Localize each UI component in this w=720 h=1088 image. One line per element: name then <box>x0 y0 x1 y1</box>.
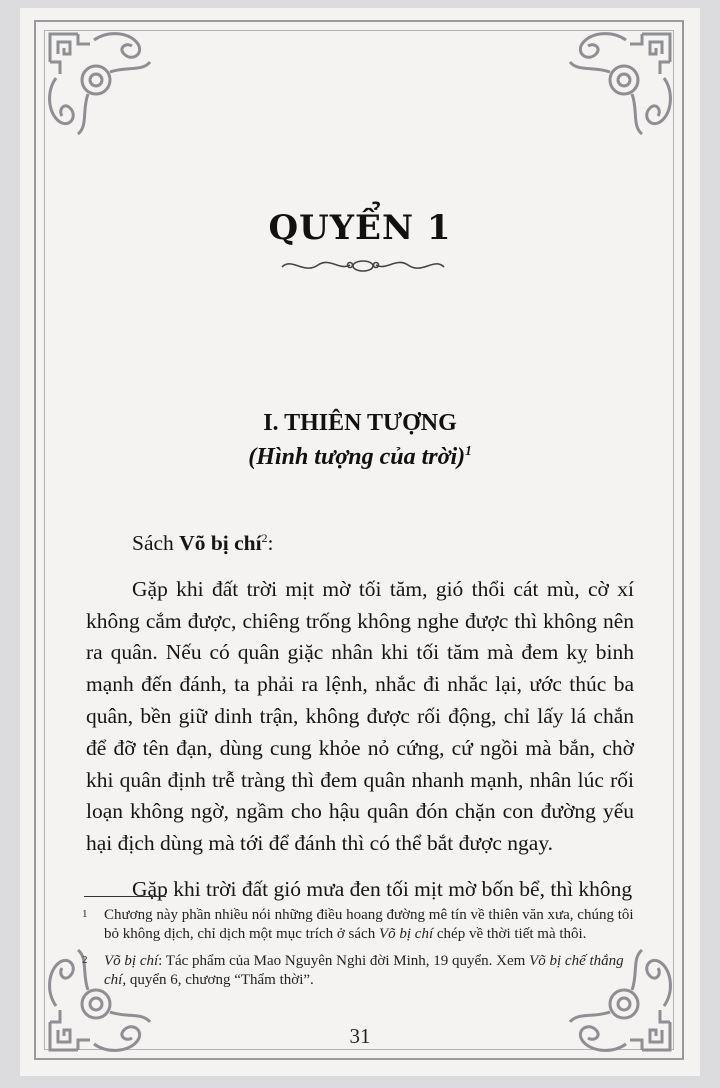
section-title: I. THIÊN TƯỢNG <box>263 410 457 436</box>
footnote-divider <box>84 896 166 897</box>
title-flourish-ornament <box>278 253 448 279</box>
paragraph: Gặp khi trời đất gió mưa đen tối mịt mờ bốn bể, thì không <box>132 876 633 901</box>
footnote-italic: Võ bị chế thắng chí <box>104 953 624 988</box>
footnote-number: 2 <box>82 954 88 966</box>
corner-ornament-top-left <box>38 22 168 142</box>
footnote-text: : Tác phẩm của Mao Nguyên Nghi đời Minh, 19 quyển. Xem <box>158 953 530 969</box>
book-page <box>20 8 700 1076</box>
corner-ornament-top-right <box>552 22 682 142</box>
footnote <box>82 952 638 990</box>
footnote <box>82 906 638 944</box>
source-suffix: : <box>267 531 274 555</box>
body-text <box>86 528 634 920</box>
source-line <box>86 528 634 560</box>
footnote-text: chép về thời tiết mà thôi. <box>433 926 587 942</box>
section-subtitle-text: (Hình tượng của trời) <box>248 444 466 470</box>
source-title: Võ bị chí <box>179 531 262 555</box>
chapter-title: QUYỂN 1 <box>268 208 452 248</box>
footnote-ref-1: 1 <box>465 443 472 458</box>
footnotes <box>82 906 638 998</box>
footnote-text: , quyển 6, chương “Thẩm thời”. <box>122 972 314 988</box>
paragraph: Gặp khi đất trời mịt mờ tối tăm, gió thổi cát mù, cờ xí không cắm được, chiêng trống không nghe được thì không nên ra quân. Nếu có quân giặc nhân khi tối tăm mà đem kỵ binh mạnh đến đánh, ta phải ra lệnh, nhắc đi nhắc lại, ước thúc ba quân, bền giữ dinh trận, không được rối động, chỉ lấy lá chắn để đỡ tên đạn, dùng cung khỏe nỏ cứng, cứ ngồi mà bắn, chờ khi quân định trễ tràng thì đem quân nhanh mạnh, nhân lúc rối loạn không ngờ, ngầm cho hậu quân đón chặn con đường yếu hại địch dùng mà tới để đánh thì có thể bắt được ngay. <box>86 576 634 856</box>
footnote-italic: Võ bị chí <box>378 926 434 942</box>
footnote-italic: Võ bị chí <box>104 953 159 969</box>
section-subtitle <box>20 444 700 471</box>
footnote-ref-2: 2 <box>261 530 268 545</box>
page-number: 31 <box>349 1024 371 1048</box>
footnote-number: 1 <box>82 908 88 920</box>
footnote-text: Chương này phần nhiều nói những điều hoang đường mê tín về thiên văn xưa, chúng tôi bỏ không dịch, chỉ dịch một mục trích ở sách <box>104 907 634 942</box>
source-prefix: Sách <box>132 531 180 555</box>
